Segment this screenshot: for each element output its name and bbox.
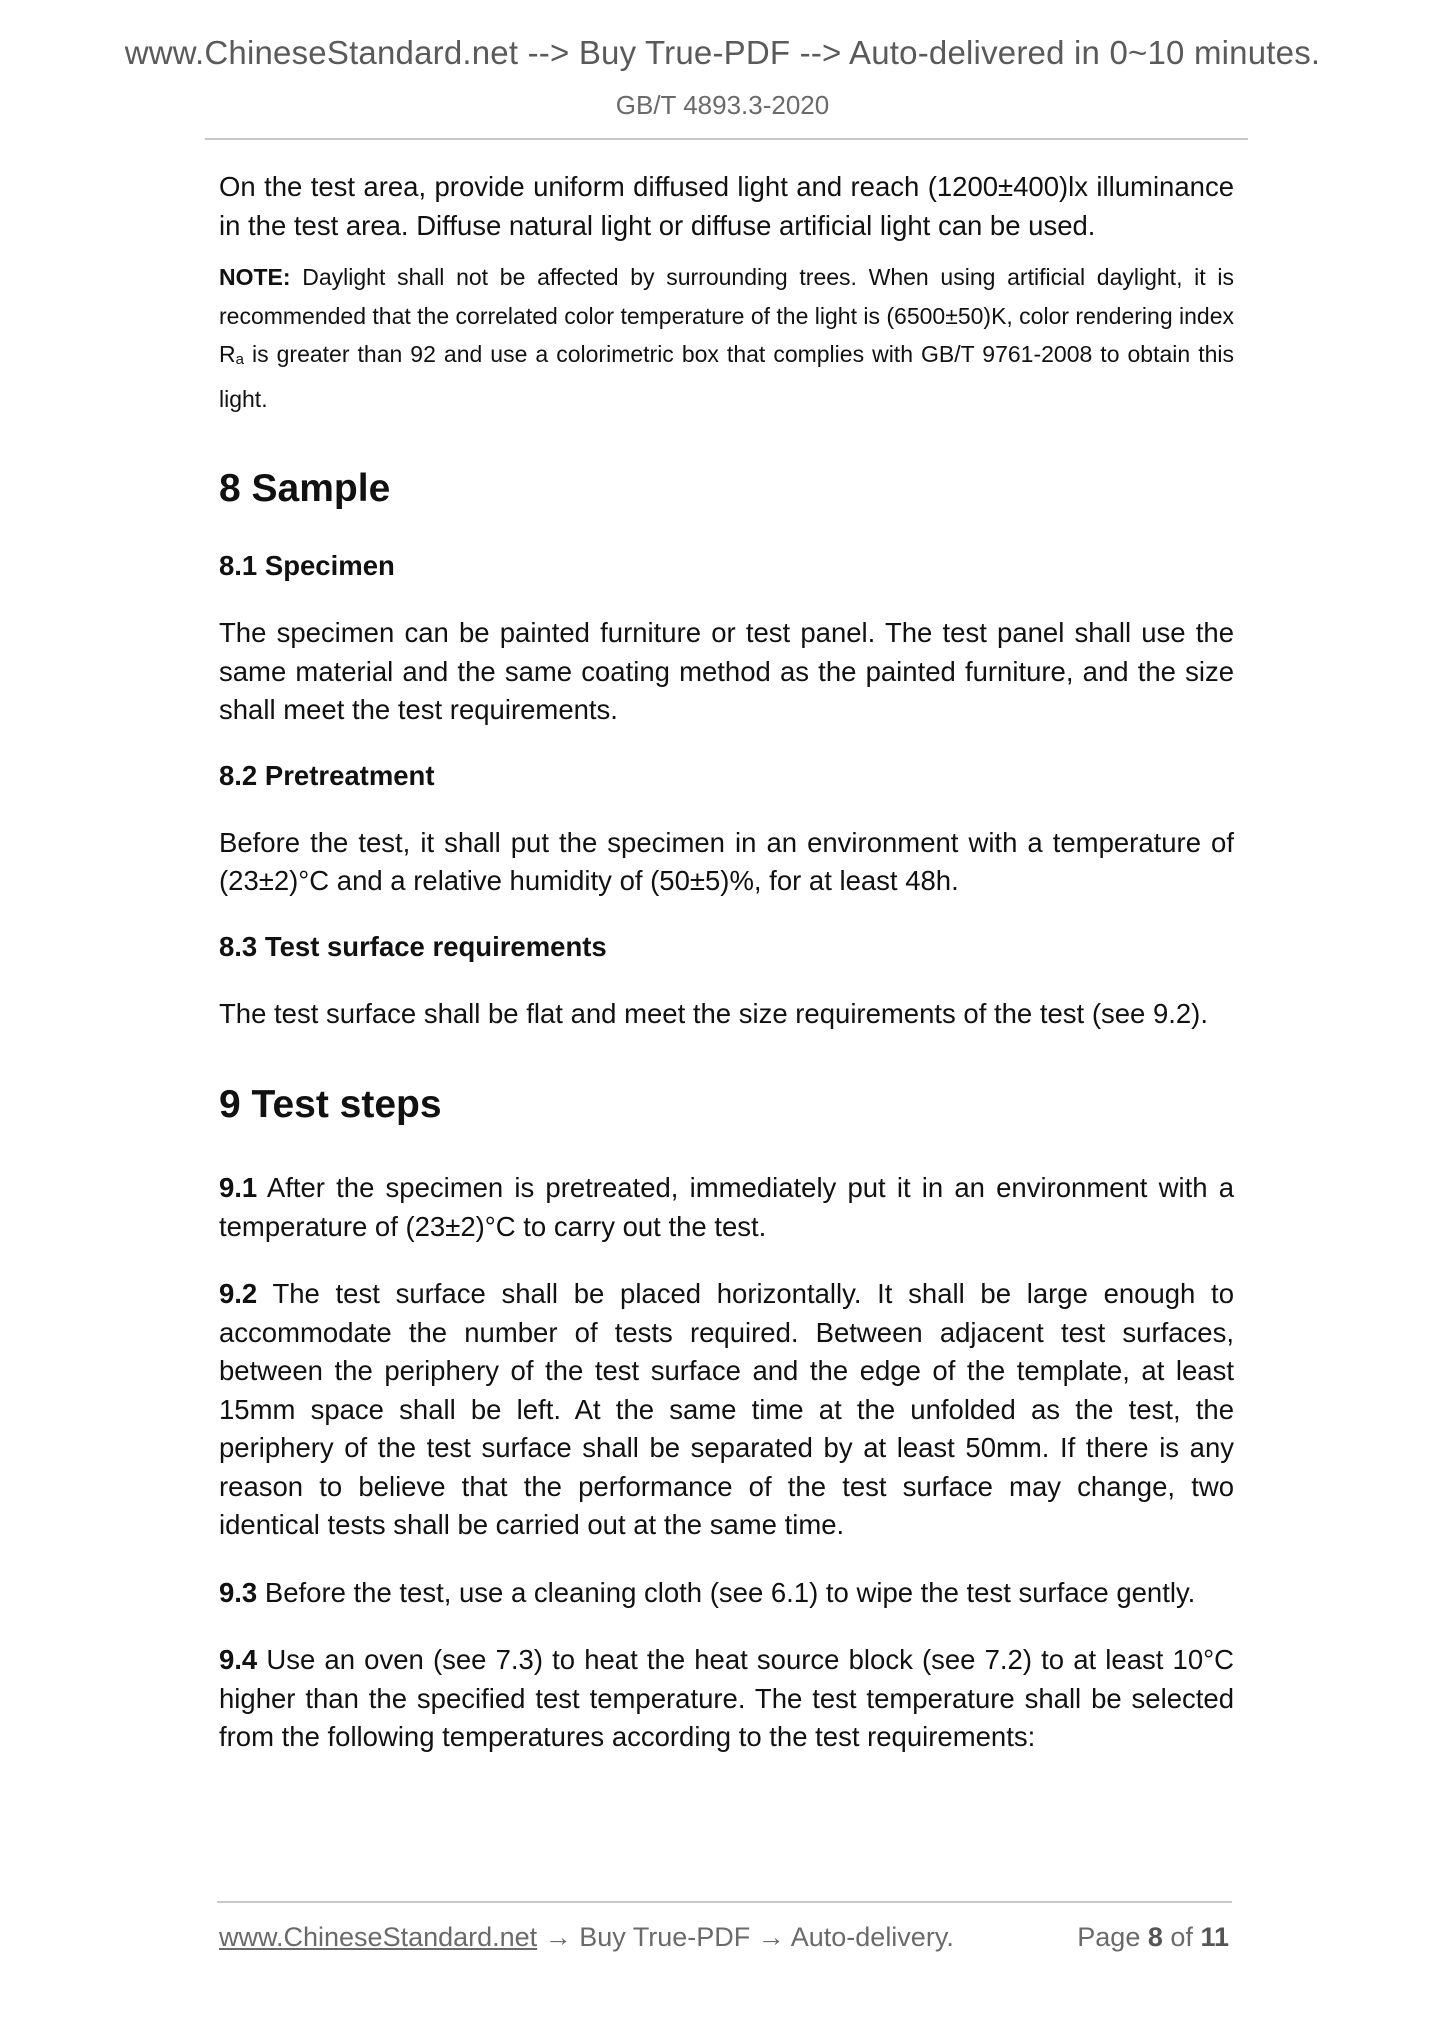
section-8-1-text: The specimen can be painted furniture or test panel. The test panel shall use the same material and the same coating method as the painted furniture, and the size shall meet the test requirements. bbox=[219, 617, 1234, 725]
section-9-2-number: 9.2 bbox=[219, 1278, 258, 1309]
page-number: 8 bbox=[1147, 1922, 1163, 1952]
header-divider bbox=[205, 138, 1248, 140]
section-9-heading: 9 Test steps bbox=[219, 1083, 442, 1126]
document-id: GB/T 4893.3-2020 bbox=[615, 90, 830, 120]
section-8-heading: 8 Sample bbox=[219, 467, 391, 510]
section-9-4-text: Use an oven (see 7.3) to heat the heat source block (see 7.2) to at least 10°C higher than the specified test temperature. The test temperature shall be selected from the following temperatures according to the test requirements: bbox=[219, 1644, 1234, 1752]
page-label: Page bbox=[1077, 1922, 1141, 1952]
section-9-3 bbox=[219, 1574, 1234, 1613]
section-9-1 bbox=[219, 1169, 1234, 1246]
section-8-3-text: The test surface shall be flat and meet the size requirements of the test (see 9.2). bbox=[219, 997, 1208, 1029]
section-9-4-number: 9.4 bbox=[219, 1644, 258, 1675]
page-total: 11 bbox=[1200, 1922, 1229, 1952]
section-8-2-text: Before the test, it shall put the specimen in an environment with a temperature of (23±2)°C and a relative humidity of (50±5)%, for at least 48h. bbox=[219, 826, 1234, 896]
footer-divider bbox=[217, 1901, 1232, 1903]
section-9-3-number: 9.3 bbox=[219, 1576, 258, 1608]
section-9-3-text: Before the test, use a cleaning cloth (see 6.1) to wipe the test surface gently. bbox=[257, 1576, 1196, 1608]
page-content bbox=[219, 168, 1234, 1757]
section-9-1-text: After the specimen is pretreated, immediately put it in an environment with a temperature of (23±2)°C to carry out the test. bbox=[219, 1172, 1234, 1242]
section-9-1-number: 9.1 bbox=[219, 1172, 258, 1203]
note-text-1: Daylight shall not be affected by surrounding trees. When using artificial daylight, it is recommended that the correlated color temperature of the light is (6500±50)K, color rendering index R bbox=[219, 264, 1234, 367]
section-8-2-heading: 8.2 Pretreatment bbox=[219, 759, 435, 791]
page-indicator bbox=[1077, 1922, 1229, 1953]
note-paragraph bbox=[219, 258, 1234, 418]
footer-tagline: → Buy True-PDF → Auto-delivery. bbox=[537, 1922, 954, 1952]
section-8-3-heading: 8.3 Test surface requirements bbox=[219, 930, 607, 962]
page-footer bbox=[219, 1922, 1229, 1953]
section-9-2-text: The test surface shall be placed horizontally. It shall be large enough to accommodate the number of tests required. Between adjacent test surfaces, between the periphery of the test surface and the edge of the template, at least 15mm space shall be left. At the same time at the unfolded as the test, the periphery of the test surface shall be separated by at least 50mm. If there is any reason to believe that the performance of the test surface may change, two identical tests shall be carried out at the same time. bbox=[219, 1278, 1234, 1540]
of-label: of bbox=[1170, 1922, 1193, 1952]
section-9-2 bbox=[219, 1275, 1234, 1545]
section-8-1-heading: 8.1 Specimen bbox=[219, 550, 395, 581]
intro-paragraph: On the test area, provide uniform diffused light and reach (1200±400)lx illuminance in the test area. Diffuse natural light or diffuse artificial light can be used. bbox=[219, 171, 1234, 241]
note-text-2: is greater than 92 and use a colorimetric box that complies with GB/T 9761-2008 to obtain this light. bbox=[219, 341, 1234, 412]
footer-site-link[interactable]: www.ChineseStandard.net bbox=[219, 1922, 538, 1952]
top-banner: www.ChineseStandard.net --> Buy True-PDF --> Auto-delivered in 0~10 minutes. bbox=[124, 34, 1321, 71]
note-subscript: a bbox=[235, 351, 244, 368]
section-9-4 bbox=[219, 1641, 1234, 1757]
note-label: NOTE: bbox=[219, 264, 291, 290]
